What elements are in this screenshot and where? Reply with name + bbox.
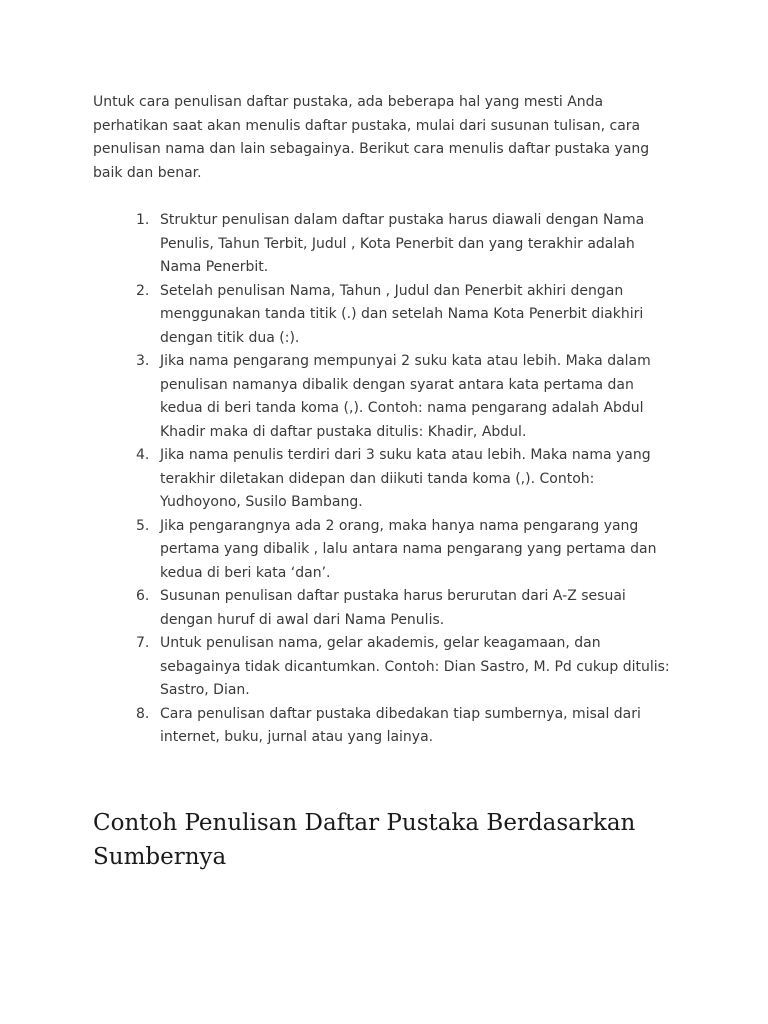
list-item	[136, 280, 676, 351]
list-item-number: 3.	[136, 353, 150, 369]
list-item	[136, 632, 676, 703]
guidelines-list	[136, 209, 676, 750]
list-item-text: Setelah penulisan Nama, Tahun , Judul dan Penerbit akhiri dengan menggunakan tanda titik (.) dan setelah Nama Kota Penerbit diakhiri dengan titik dua (:).	[160, 282, 644, 346]
list-item-text: Jika pengarangnya ada 2 orang, maka hanya nama pengarang yang pertama yang dibalik , lalu antara nama pengarang yang pertama dan kedua di beri kata ‘dan’.	[160, 517, 657, 581]
list-item-text: Susunan penulisan daftar pustaka harus berurutan dari A-Z sesuai dengan huruf di awal dari Nama Penulis.	[160, 588, 626, 628]
list-item	[136, 209, 676, 280]
section-heading: Contoh Penulisan Daftar Pustaka Berdasarkan Sumbernya	[93, 810, 636, 870]
list-item-number: 2.	[136, 282, 150, 299]
list-item-number: 4.	[136, 447, 150, 463]
list-item-text: Jika nama penulis terdiri dari 3 suku kata atau lebih. Maka nama yang terakhir diletakan didepan dan diikuti tanda koma (,). Contoh: Yudhoyono, Susilo Bambang.	[160, 447, 651, 510]
list-item-text: Untuk penulisan nama, gelar akademis, gelar keagamaan, dan sebagainya tidak dicantumkan. Contoh: Dian Sastro, M. Pd cukup ditulis: Sastro, Dian.	[160, 635, 670, 698]
list-item-number: 7.	[136, 635, 150, 651]
list-item	[136, 444, 676, 515]
list-item-number: 5.	[136, 517, 150, 534]
list-item-text: Cara penulisan daftar pustaka dibedakan tiap sumbernya, misal dari internet, buku, jurnal atau yang lainya.	[160, 705, 641, 745]
intro-paragraph: Untuk cara penulisan daftar pustaka, ada beberapa hal yang mesti Anda perhatikan saat akan menulis daftar pustaka, mulai dari susunan tulisan, cara penulisan nama dan lain sebagainya. Berikut cara menulis daftar pustaka yang baik dan benar.	[93, 94, 650, 181]
list-item	[136, 585, 676, 632]
list-item-number: 1.	[136, 212, 150, 228]
list-item	[136, 703, 676, 750]
list-item-text: Struktur penulisan dalam daftar pustaka harus diawali dengan Nama Penulis, Tahun Terbit, Judul , Kota Penerbit dan yang terakhir adalah Nama Penerbit.	[160, 212, 645, 275]
list-item-text: Jika nama pengarang mempunyai 2 suku kata atau lebih. Maka dalam penulisan namanya dibalik dengan syarat antara kata pertama dan kedua di beri tanda koma (,). Contoh: nama pengarang adalah Abdul Khadir maka di daftar pustaka ditulis: Khadir, Abdul.	[160, 353, 651, 440]
list-item	[136, 515, 676, 586]
list-item-number: 8.	[136, 705, 150, 722]
list-item	[136, 350, 676, 444]
list-item-number: 6.	[136, 588, 150, 604]
